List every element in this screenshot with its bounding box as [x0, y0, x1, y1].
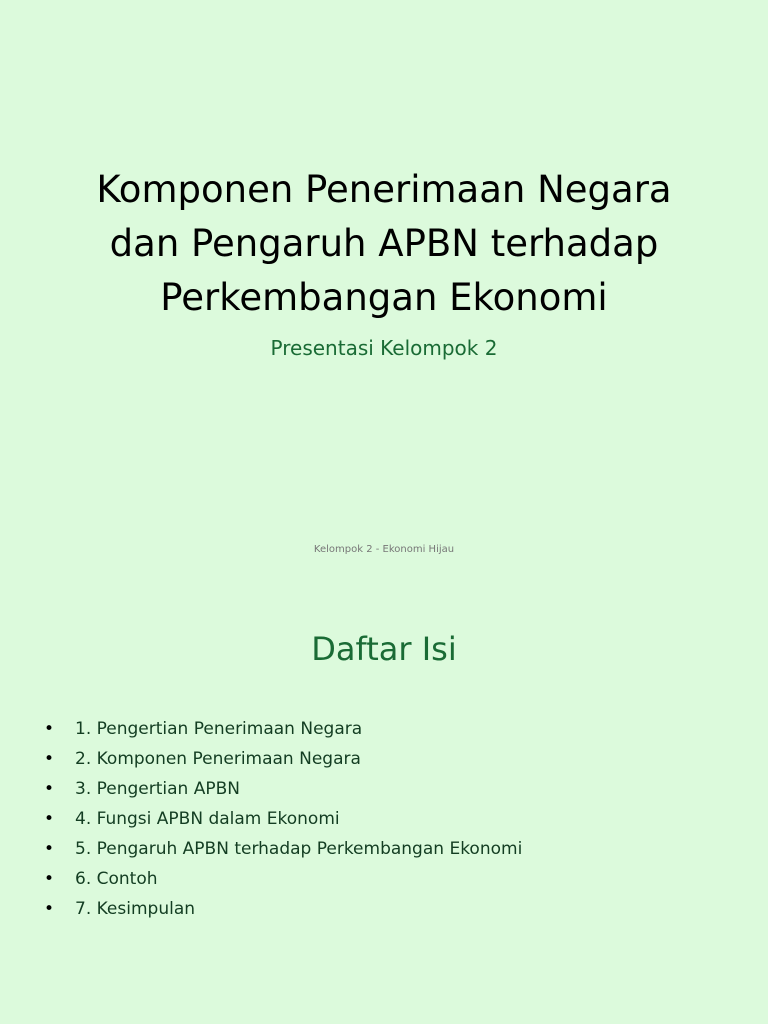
toc-list [44, 714, 734, 924]
toc-item: • 1. Pengertian Penerimaan Negara [44, 714, 734, 744]
toc-heading: Daftar Isi [311, 630, 457, 668]
title-line-1: Komponen Penerimaan Negara [96, 168, 672, 211]
presentation-title [40, 163, 728, 325]
toc-item: • 6. Contoh [44, 864, 734, 894]
toc-item: • 3. Pengertian APBN [44, 774, 734, 804]
title-line-3: Perkembangan Ekonomi [160, 276, 608, 319]
slide-footer: Kelompok 2 - Ekonomi Hijau [313, 544, 455, 555]
toc-item: • 2. Komponen Penerimaan Negara [44, 744, 734, 774]
presentation-subtitle: Presentasi Kelompok 2 [270, 336, 498, 360]
toc-item: • 5. Pengaruh APBN terhadap Perkembangan Ekonomi [44, 834, 734, 864]
toc-item: • 4. Fungsi APBN dalam Ekonomi [44, 804, 734, 834]
title-line-2: dan Pengaruh APBN terhadap [109, 222, 659, 265]
table-of-contents-slide [0, 576, 768, 1024]
toc-item: • 7. Kesimpulan [44, 894, 734, 924]
